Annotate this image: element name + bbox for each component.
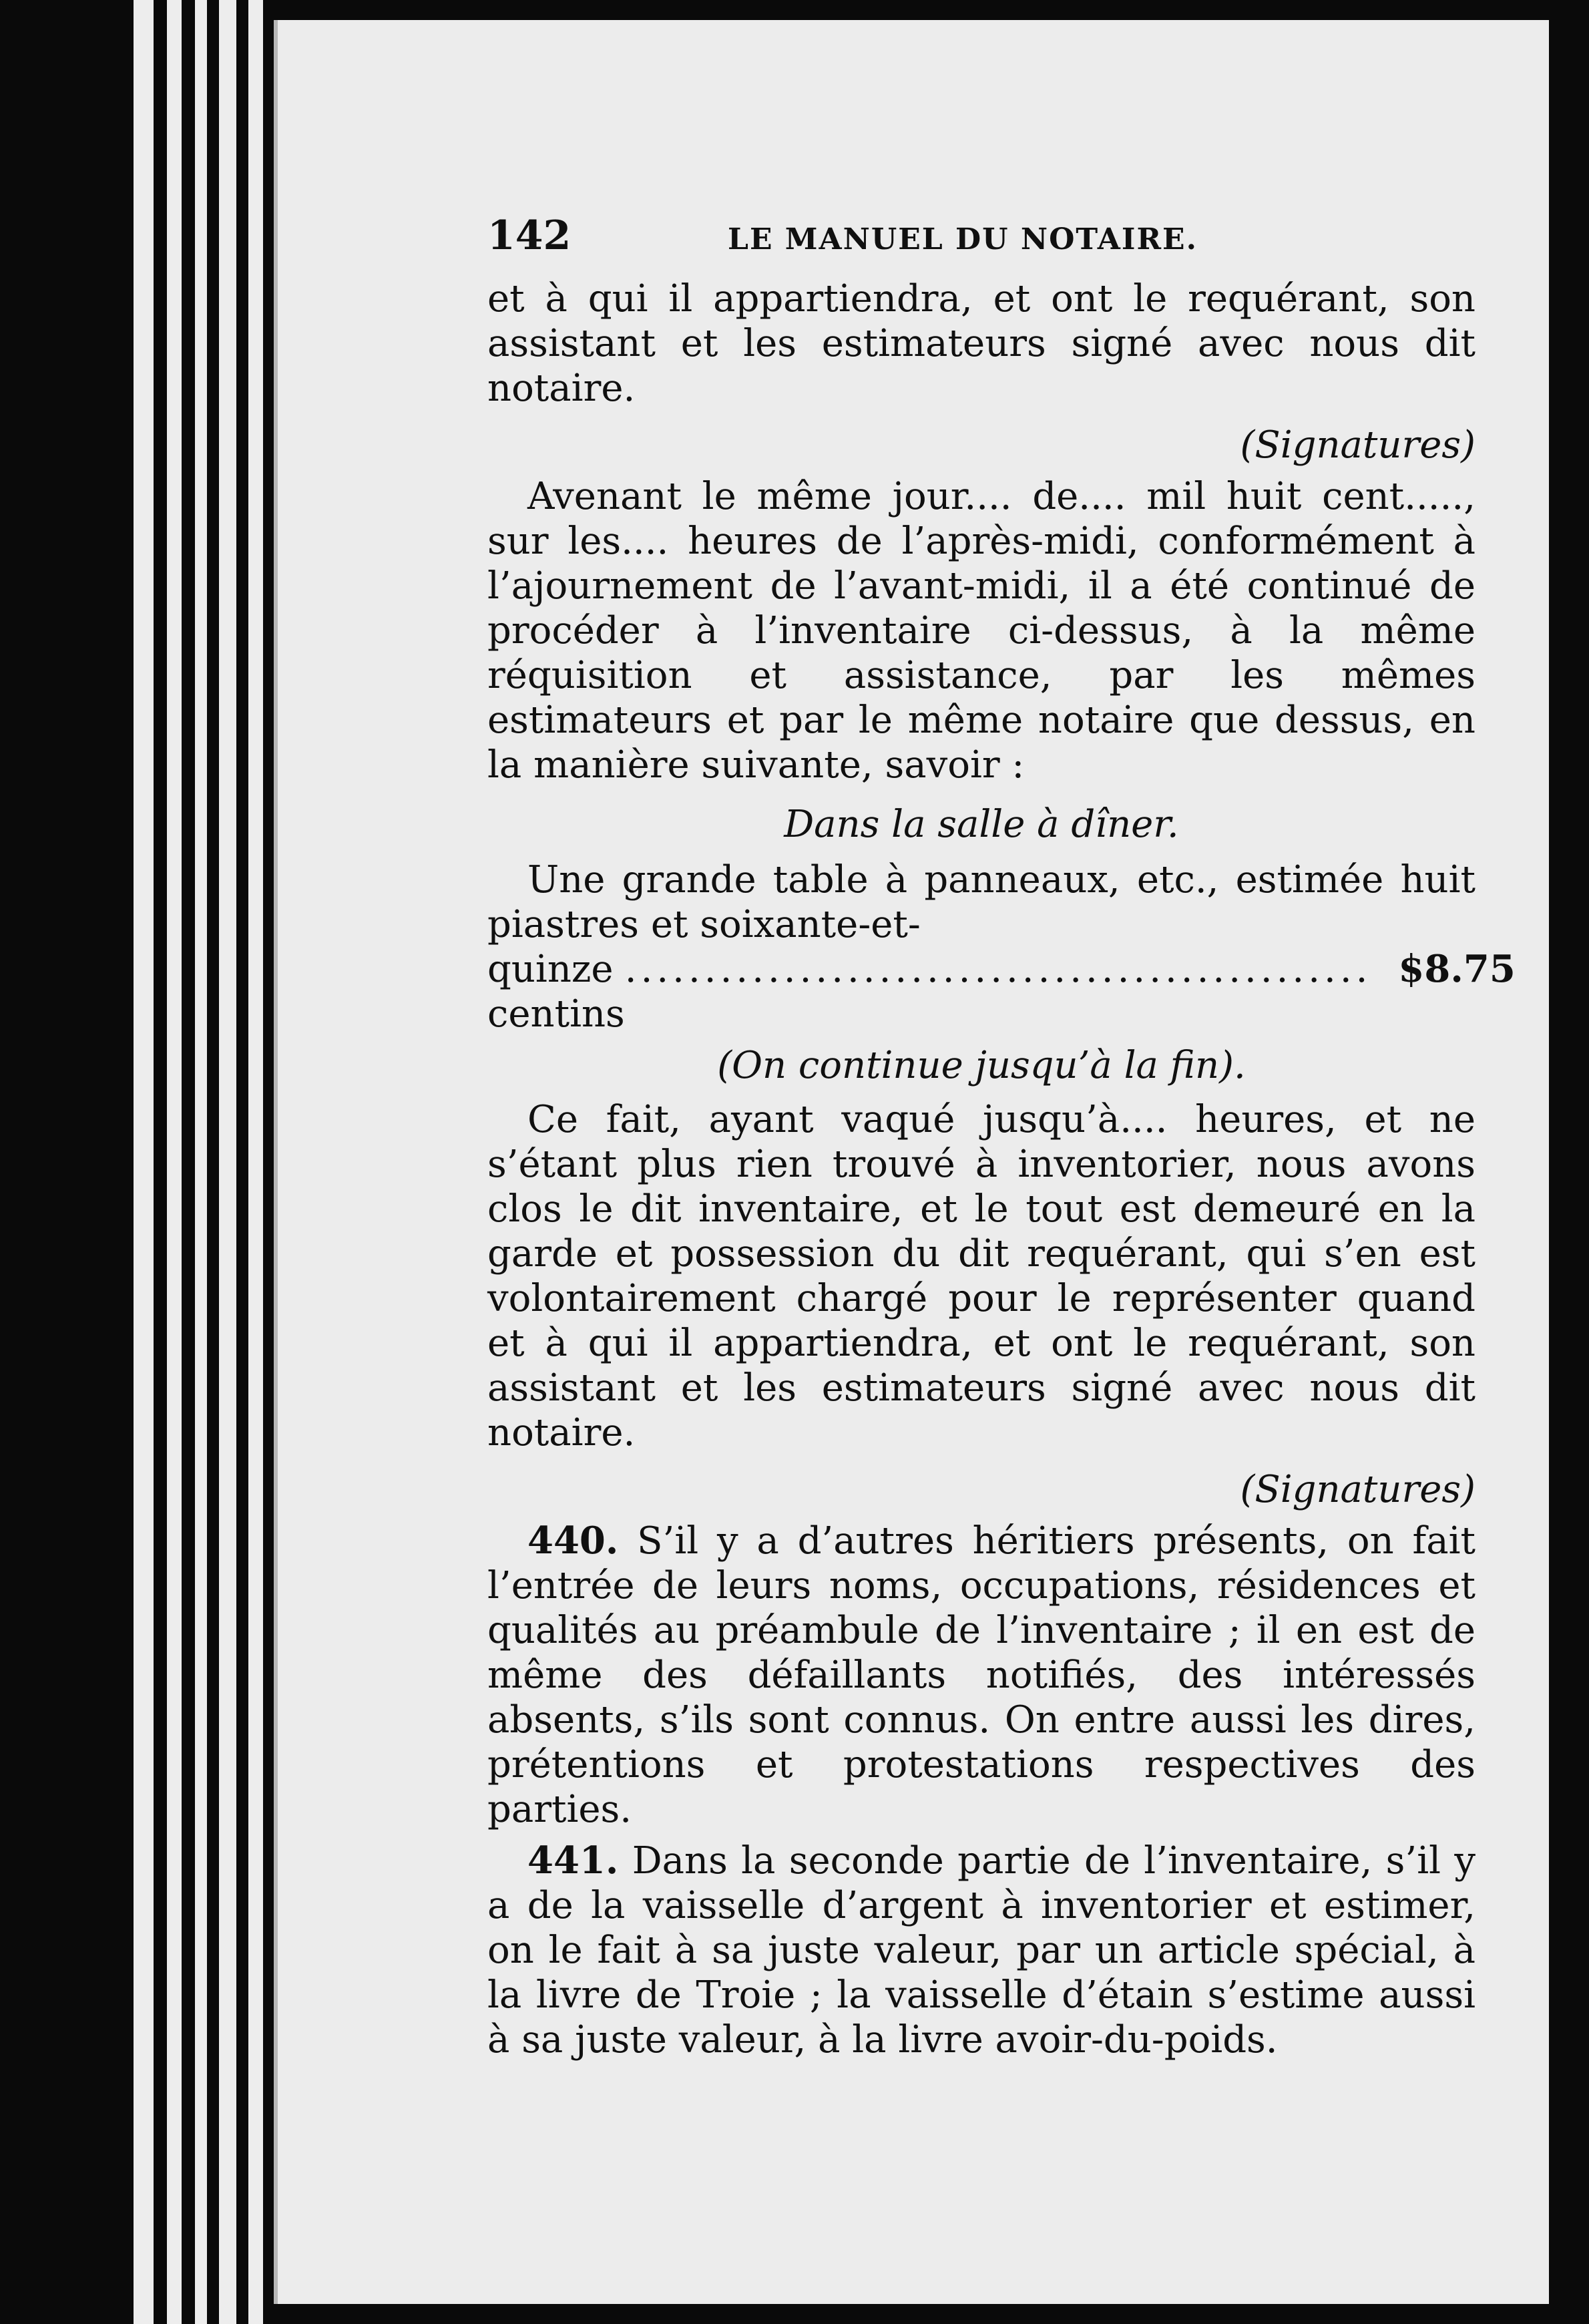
paragraph-number: 440. — [527, 1519, 619, 1563]
page-edge — [167, 0, 182, 2324]
signatures-note: (Signatures) — [1240, 423, 1476, 467]
page-edge — [219, 0, 236, 2324]
running-title: LE MANUEL DU NOTAIRE. — [728, 222, 1198, 256]
paragraph-closing: Ce fait, ayant vaqué jusqu’à.... heures, et ne s’étant plus rien trouvé à inventorier, nous avons clos le dit inventaire, et le tout est demeuré en la garde et possession du dit requérant, qui s’en est volontairement chargé pour le représenter quand et à qui il appartiendra, et ont le requérant, son assistant et les estimateurs signé avec nous dit notaire. — [487, 1098, 1476, 1455]
paragraph-continuation: et à qui il appartiendra, et ont le requérant, son assistant et les estimateurs signé avec nous dit notaire. — [487, 277, 1476, 410]
item-row — [487, 947, 1516, 1036]
dot-leader: ............................................... — [624, 948, 1372, 991]
paragraph-number: 441. — [527, 1838, 619, 1883]
paragraph-440-text: S’il y a d’autres héritiers présents, on fait l’entrée de leurs noms, occupations, résidences et qualités au préambule de l’inventaire ; il en est de même des défaillants notifiés, des intéressés absents, s’ils sont connus. On entre aussi les dires, prétentions et protestations respectives des parties. — [487, 1519, 1476, 1831]
item-amount: $8.75 — [1398, 947, 1516, 991]
paragraph-441 — [487, 1838, 1476, 2062]
item-description-end: quinze centins — [487, 948, 625, 1036]
paragraph-440 — [487, 1519, 1476, 1832]
page-text — [487, 212, 1516, 2062]
item-description: Une grande table à panneaux, etc., estimée huit piastres et soixante-et- — [487, 858, 1476, 946]
scan-border — [1549, 0, 1589, 2324]
continue-note: (On continue jusqu’à la fin). — [717, 1044, 1246, 1087]
signatures-note: (Signatures) — [1240, 1468, 1476, 1511]
page-edge — [134, 0, 154, 2324]
page-header — [487, 214, 1476, 262]
paragraph-avenant: Avenant le même jour.... de.... mil huit cent....., sur les.... heures de l’après-midi, conformément à l’ajournement de l’avant-midi, il a été continué de procéder à l’inventaire ci-dessus, à la même réquisition et assistance, par les mêmes estimateurs et par le même notaire que dessus, en la manière suivante, savoir : — [487, 475, 1476, 787]
page-edge — [195, 0, 207, 2324]
page-edge — [248, 0, 263, 2324]
room-heading: Dans la salle à dîner. — [784, 803, 1179, 846]
paragraph-441-text: Dans la seconde partie de l’inventaire, s’il y a de la vaisselle d’argent à inventorier et estimer, on le fait à sa juste valeur, par un article spécial, à la livre de Troie ; la vaisselle d’étain s’estime aussi à sa juste valeur, à la livre avoir-du-poids. — [487, 1839, 1476, 2062]
page-number: 142 — [487, 212, 572, 259]
